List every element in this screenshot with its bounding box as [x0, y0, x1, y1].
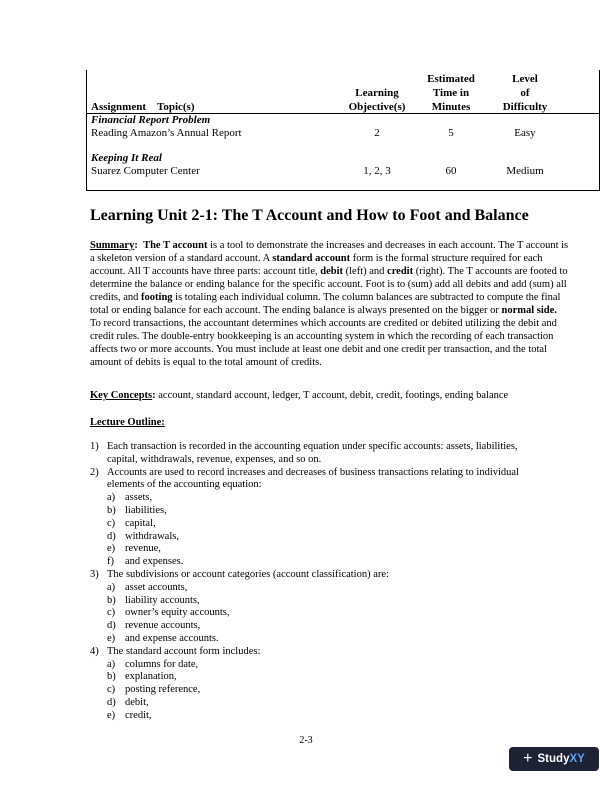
- outline-subitem: [107, 684, 550, 697]
- outline-letter: a): [107, 492, 116, 504]
- outline-subtext: owner’s equity accounts,: [125, 607, 230, 619]
- summary-segment: To record transactions, the accountant determines which accounts are credited or debited utilizing the debit and credit rules. The double-entry bookkeeping is an accounting system in which the recording of each transaction affects two or more accounts. You must include at least one debit and one credit per transaction, and the total amount of debits is equal to the total amount of credits.: [90, 318, 557, 368]
- outline-subitem: [107, 710, 550, 723]
- outline-text: The subdivisions or account categories (account classification) are:: [107, 568, 389, 580]
- summary-label: Summary: [90, 240, 135, 251]
- outline-subtext: liabilities,: [125, 504, 167, 516]
- outline-subitem: [107, 671, 550, 684]
- key-concepts: Key Concepts: account, standard account, ledger, T account, debit, credit, footings, ending balance: [90, 390, 509, 401]
- outline-sublist: [107, 492, 550, 569]
- summary-text: [90, 240, 568, 368]
- outline-letter: d): [107, 530, 116, 542]
- outline-subtext: liability accounts,: [125, 594, 200, 606]
- outline-letter: c): [107, 684, 116, 696]
- badge-text: StudyXY: [537, 753, 585, 765]
- outline-letter: a): [107, 581, 116, 593]
- outline-item: [90, 646, 550, 723]
- outline-subitem: [107, 518, 550, 531]
- summary-segment: form is the formal structure required for each account. All T accounts have three parts: account title,: [90, 253, 543, 277]
- outline-letter: b): [107, 504, 116, 516]
- outline-letter: f): [107, 556, 114, 568]
- outline-subitem: [107, 633, 550, 646]
- key-concepts-text: account, standard account, ledger, T account, debit, credit, footings, ending balance: [158, 390, 509, 401]
- outline-letter: d): [107, 696, 116, 708]
- outline-number: 3): [90, 568, 99, 580]
- summary-segment: standard account: [272, 253, 351, 264]
- outline-subitem: [107, 620, 550, 633]
- outline-number: 4): [90, 645, 99, 657]
- outline-subitem: [107, 607, 550, 620]
- summary-segment: (left) and: [343, 266, 388, 277]
- row-topic: Suarez Computer Center: [91, 165, 200, 177]
- section-title: Financial Report Problem: [91, 114, 211, 126]
- outline-text: Each transaction is recorded in the accounting equation under specific accounts: assets, liabilities, capital, withdrawals, revenue, expenses, and so on.: [107, 441, 518, 465]
- summary-segment: credit: [387, 266, 414, 277]
- outline-subitem: [107, 659, 550, 672]
- outline-subtext: revenue accounts,: [125, 620, 201, 632]
- row-objectives: 2: [374, 127, 380, 139]
- outline-letter: c): [107, 517, 116, 529]
- outline-letter: e): [107, 632, 116, 644]
- outline-subitem: [107, 505, 550, 518]
- outline-subtext: credit,: [125, 709, 152, 721]
- outline-letter: d): [107, 620, 116, 632]
- lecture-outline-list: [90, 441, 550, 723]
- outline-number: 2): [90, 466, 99, 478]
- outline-subitem: [107, 595, 550, 608]
- outline-letter: e): [107, 543, 116, 555]
- header-difficulty: Level of Difficulty: [502, 73, 548, 113]
- outline-letter: a): [107, 658, 116, 670]
- outline-subtext: withdrawals,: [125, 530, 179, 542]
- row-topic: Reading Amazon’s Annual Report: [91, 127, 242, 139]
- outline-item: [90, 441, 550, 467]
- outline-subitem: [107, 492, 550, 505]
- outline-subtext: and expense accounts.: [125, 632, 219, 644]
- lecture-outline-heading: Lecture Outline:: [90, 417, 165, 428]
- outline-subitem: [107, 543, 550, 556]
- row-minutes: 60: [445, 165, 457, 177]
- outline-subtext: debit,: [125, 696, 149, 708]
- summary-segment: normal side.: [501, 305, 557, 316]
- outline-sublist: [107, 659, 550, 723]
- outline-subtext: posting reference,: [125, 684, 201, 696]
- summary-paragraph: Summary: The T account is a tool to demonstrate the increases and decreases in each account. The T account is a skeleton version of a standard account. A standard account form is the formal structure required for each account. All T accounts have three parts: account title, debit (left) and credit (right). The T accounts are footed to determine the balance or ending balance for the specific account. Foot is to (sum) add all debits and add (sum) all credits, and footing is totaling each individual column. The column balances are subtracted to compute the final total or ending balance for each account. The ending balance is always presented on the bigger or normal side. To record transactions, the accountant determines which accounts are credited or debited utilizing the debit and credit rules. The double-entry bookkeeping is an accounting system in which the recording of each transaction affects two or more accounts. You must include at least one debit and one credit per transaction, and the total amount of debits is equal to the total amount of credits.: [90, 240, 569, 368]
- row-minutes: 5: [448, 127, 454, 139]
- outline-subitem: [107, 556, 550, 569]
- outline-text: Accounts are used to record increases and decreases of business transactions relating to individual elements of the accounting equation:: [107, 466, 519, 491]
- page-number: 2-3: [299, 735, 313, 746]
- summary-segment: is a tool to demonstrate the increases and decreases in each account. The T account is a skeleton version of a standard account. A: [90, 240, 569, 264]
- outline-subtext: explanation,: [125, 671, 177, 683]
- outline-sublist: [107, 582, 550, 646]
- header-assignment-topic: Assignment Topic(s): [91, 101, 195, 113]
- studyxy-badge[interactable]: [509, 747, 599, 771]
- summary-segment: is totaling each individual column. The column balances are subtracted to compute the final total or ending balance for each account. The ending balance is always presented on the bigger or: [90, 292, 561, 316]
- header-learning-objective: Learning Objective(s): [348, 87, 406, 113]
- outline-subitem: [107, 531, 550, 544]
- outline-letter: e): [107, 709, 116, 721]
- outline-subitem: [107, 582, 550, 595]
- row-objectives: 1, 2, 3: [363, 165, 391, 177]
- unit-title: Learning Unit 2-1: The T Account and How to Foot and Balance: [90, 207, 529, 224]
- outline-letter: b): [107, 671, 116, 683]
- summary-segment: (right). The T accounts are footed to determine the balance or ending balance for the specific account. Foot is to (sum) add all debits and add (sum) all credits, and: [90, 266, 568, 303]
- assignment-table: [86, 70, 600, 191]
- outline-subtext: and expenses.: [125, 556, 184, 568]
- plus-icon: +: [523, 750, 533, 767]
- summary-segment: The T account: [143, 240, 208, 251]
- outline-subtext: columns for date,: [125, 658, 199, 670]
- summary-segment: debit: [320, 266, 344, 277]
- summary-segment: footing: [141, 292, 173, 303]
- outline-letter: b): [107, 594, 116, 606]
- outline-subtext: asset accounts,: [125, 581, 188, 593]
- header-estimated-time: Estimated Time in Minutes: [427, 73, 475, 113]
- outline-letter: c): [107, 607, 116, 619]
- outline-number: 1): [90, 441, 99, 452]
- row-difficulty: Medium: [506, 165, 544, 177]
- outline-subitem: [107, 697, 550, 710]
- key-concepts-label: Key Concepts: [90, 390, 153, 401]
- outline-subtext: capital,: [125, 517, 156, 529]
- outline-subtext: assets,: [125, 492, 153, 504]
- outline-text: The standard account form includes:: [107, 645, 261, 657]
- row-difficulty: Easy: [514, 127, 536, 139]
- outline-item: [90, 569, 550, 646]
- outline-subtext: revenue,: [125, 543, 161, 555]
- outline-item: [90, 467, 550, 569]
- section-title: Keeping It Real: [91, 152, 162, 164]
